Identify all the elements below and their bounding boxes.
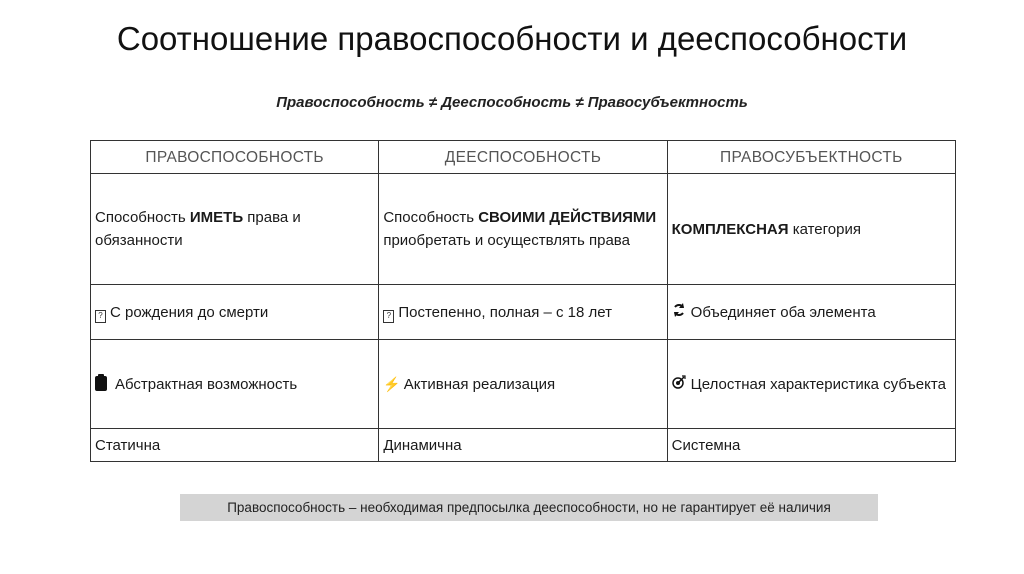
def2-text-pre: Способность — [383, 209, 479, 226]
def1-text-pre: Способность — [95, 209, 190, 226]
header-active-capacity: ДЕЕСПОСОБНОСТЬ — [379, 141, 667, 174]
duration3-text: Объединяет оба элемента — [690, 303, 876, 321]
def2-text-post: приобретать и осуществлять права — [383, 232, 630, 249]
def3-text-post: категория — [788, 220, 861, 238]
cell-duration-legal-capacity — [91, 285, 379, 340]
cell-type-active-capacity: Динамична — [379, 429, 667, 462]
footnote-banner: Правоспособность – необходимая предпосылка дееспособности, но не гарантирует её наличия — [180, 494, 878, 521]
cell-nature-legal-capacity — [91, 340, 379, 429]
target-icon — [672, 373, 686, 396]
missing-glyph-box-icon: ? — [383, 310, 394, 323]
table-row-definition — [91, 174, 956, 285]
nature2-text: Активная реализация — [403, 375, 556, 393]
nature3-text: Целостная характеристика субъекта — [690, 375, 946, 393]
slide-subtitle: Правоспособность ≠ Дееспособность ≠ Правосубъектность — [276, 94, 748, 111]
duration2-text: Постепенно, полная – с 18 лет — [398, 303, 613, 321]
cell-definition-active-capacity — [379, 174, 667, 285]
refresh-icon — [672, 301, 686, 324]
table-row-nature — [91, 340, 956, 429]
cell-definition-legal-personality — [667, 174, 955, 285]
cell-nature-active-capacity — [379, 340, 667, 429]
table-row-duration — [91, 285, 956, 340]
comparison-table — [90, 140, 956, 462]
header-legal-personality: ПРАВОСУБЪЕКТНОСТЬ — [667, 141, 955, 174]
header-legal-capacity: ПРАВОСПОСОБНОСТЬ — [91, 141, 379, 174]
def1-text-bold: ИМЕТЬ — [189, 209, 244, 226]
def2-text-bold: СВОИМИ ДЕЙСТВИЯМИ — [478, 209, 657, 226]
nature1-text: Абстрактная возможность — [115, 375, 298, 393]
def3-text-bold: КОМПЛЕКСНАЯ — [671, 220, 789, 238]
duration1-text: С рождения до смерти — [110, 303, 269, 321]
missing-glyph-box-icon: ? — [95, 310, 106, 323]
def1-text-post: права и обязанности — [95, 209, 301, 249]
cell-duration-active-capacity — [379, 285, 667, 340]
clipboard-icon — [95, 376, 107, 391]
cell-type-legal-capacity: Статична — [91, 429, 379, 462]
cell-definition-legal-capacity — [91, 174, 379, 285]
cell-type-legal-personality: Системна — [667, 429, 955, 462]
lightning-icon: ⚡ — [383, 375, 401, 392]
cell-nature-legal-personality — [667, 340, 955, 429]
table-header-row — [91, 141, 956, 174]
cell-duration-legal-personality — [667, 285, 955, 340]
slide-title: Соотношение правоспособности и дееспособности — [116, 20, 908, 57]
table-row-type — [91, 429, 956, 462]
